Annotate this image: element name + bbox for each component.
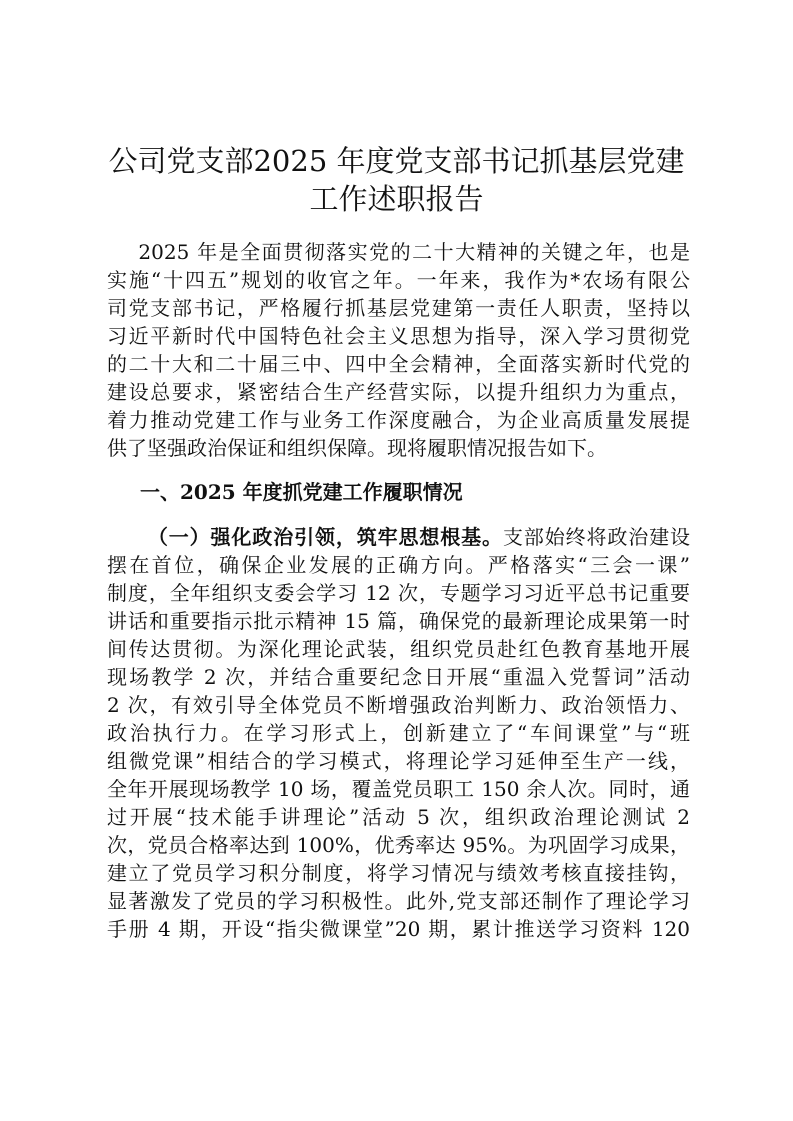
section-lead-rest: 支部始终将政治建设: [502, 525, 691, 549]
text-line: 实施“十四五”规划的收官之年。一年来，我作为*农场有限公: [107, 268, 690, 292]
section-paragraph: [0, 551, 793, 943]
text-line: 间传达贯彻。为深化理论武装，组织党员赴红色教育基地开展: [107, 637, 690, 661]
text-line: 制度，全年组织支委会学习 12 次，专题学习习近平总书记重要: [107, 581, 690, 605]
text-line: 摆在首位，确保企业发展的正确方向。严格落实“三会一课”: [107, 553, 690, 577]
intro-paragraph: [0, 238, 793, 462]
text-line: 过开展“技术能手讲理论”活动 5 次，组织政治理论测试 2: [107, 805, 690, 829]
document-title-line-1: 公司党支部2025 年度党支部书记抓基层党建: [108, 144, 685, 178]
text-line: 次，党员合格率达到 100%，优秀率达 95%。为巩固学习成果，: [107, 833, 690, 857]
section-paragraph-first-line: [107, 523, 690, 551]
text-line: 建设总要求，紧密结合生产经营实际，以提升组织力为重点，: [107, 380, 690, 404]
text-line: 组微党课”相结合的学习模式，将理论学习延伸至生产一线，: [107, 749, 690, 773]
text-line: 供了坚强政治保证和组织保障。现将履职情况报告如下。: [107, 436, 607, 460]
section-lead-bold: （一）强化政治引领，筑牢思想根基。: [147, 525, 503, 549]
section-heading: 一、2025 年度抓党建工作履职情况: [140, 480, 463, 504]
text-line: 显著激发了党员的学习积极性。此外,党支部还制作了理论学习: [107, 889, 690, 913]
text-line: 建立了党员学习积分制度，将学习情况与绩效考核直接挂钩，: [107, 861, 690, 885]
text-line: 的二十大和二十届三中、四中全会精神，全面落实新时代党的: [107, 352, 690, 376]
text-line: 着力推动党建工作与业务工作深度融合，为企业高质量发展提: [107, 408, 690, 432]
text-line: 习近平新时代中国特色社会主义思想为指导，深入学习贯彻党: [107, 324, 690, 348]
text-line: 政治执行力。在学习形式上，创新建立了“车间课堂”与“班: [107, 721, 690, 745]
text-line: 司党支部书记，严格履行抓基层党建第一责任人职责，坚持以: [107, 296, 690, 320]
text-line: 手册 4 期，开设“指尖微课堂”20 期，累计推送学习资料 120: [107, 917, 690, 941]
text-line: 2025 年是全面贯彻落实党的二十大精神的关键之年，也是: [107, 240, 690, 264]
text-line: 现场教学 2 次，并结合重要纪念日开展“重温入党誓词”活动: [107, 665, 690, 689]
text-line: 全年开展现场教学 10 场，覆盖党员职工 150 余人次。同时，通: [107, 777, 690, 801]
text-line: 2 次，有效引导全体党员不断增强政治判断力、政治领悟力、: [107, 693, 690, 717]
document-title-line-2: 工作述职报告: [309, 182, 484, 216]
text-line: 讲话和重要指示批示精神 15 篇，确保党的最新理论成果第一时: [107, 609, 690, 633]
